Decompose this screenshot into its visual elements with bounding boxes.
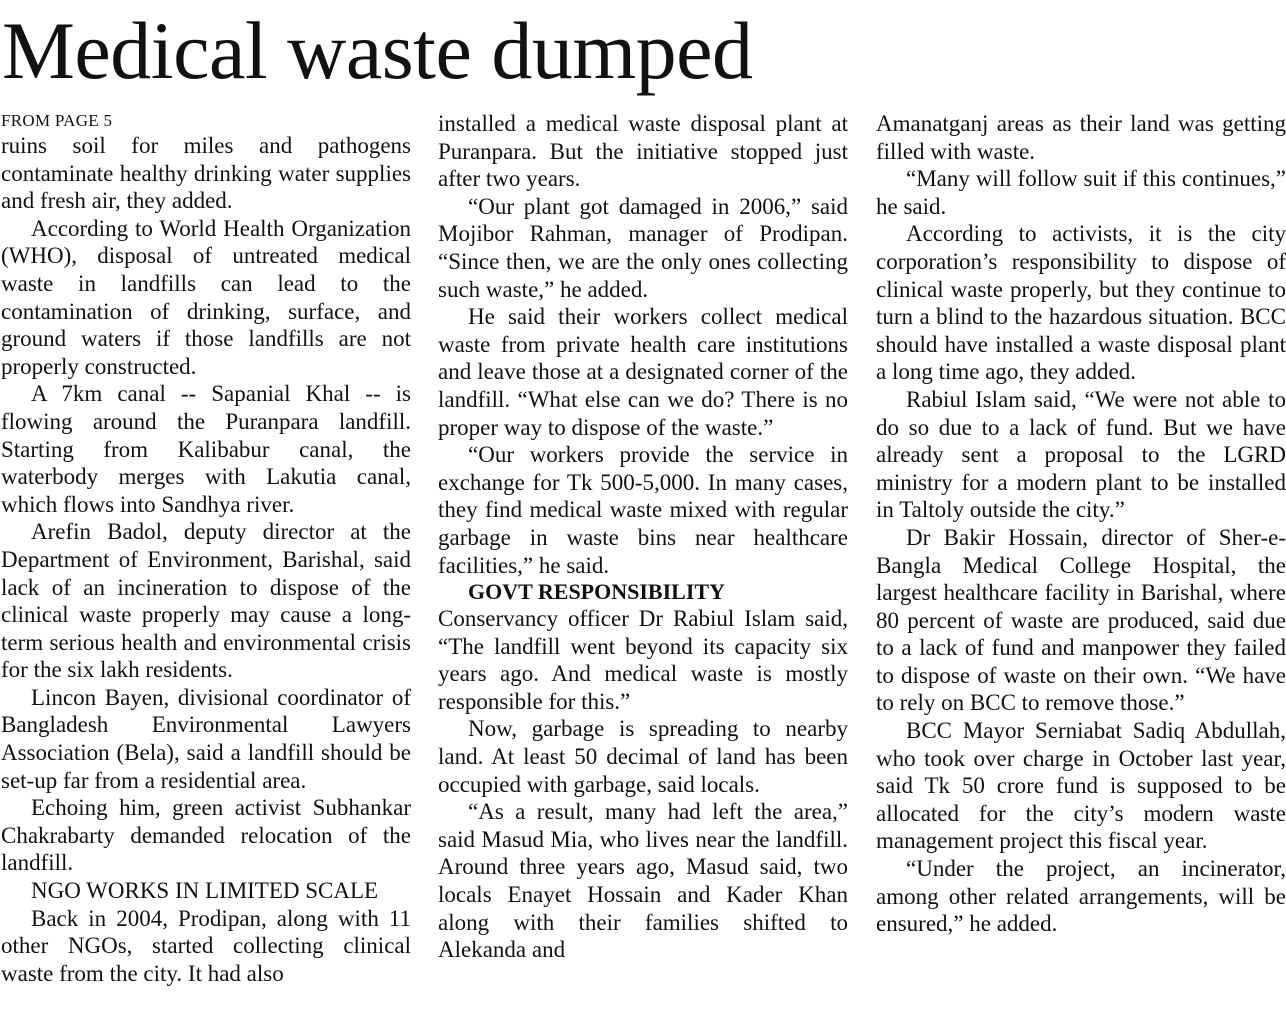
paragraph: He said their workers collect medical waste from private health care institutions and leave those at a designated corner of the landfill. “What else can we do? There is no proper way to dispose of the waste.” [438,304,848,440]
paragraph: Lincon Bayen, divisional coordinator of Bangladesh Environmental Lawyers Association (Bela), said a landfill should be set-up far from a residential area. [1,684,411,793]
paragraph: According to activists, it is the city corporation’s responsibility to dispose of clinical waste properly, but they continue to turn a blind to the hazardous situation. BCC should have installed a waste disposal plant a long time ago, they added. [876,221,1286,385]
paragraph: “Many will follow suit if this continues,” he said. [876,166,1286,219]
paragraph: Conservancy officer Dr Rabiul Islam said, “The landfill went beyond its capacity six years ago. And medical waste is mostly responsible for this.” [438,606,848,714]
paragraph: Back in 2004, Prodipan, along with 11 other NGOs, started collecting clinical waste from the city. It had also [1,905,411,986]
paragraph: Dr Bakir Hossain, director of Sher-e-Bangla Medical College Hospital, the largest healthcare facility in Barishal, where 80 percent of waste are produced, said due to a lack of fund and manpower they failed to dispose of waste on their own. “We have to rely on BCC to remove those.” [876,524,1286,716]
paragraph: Arefin Badol, deputy director at the Department of Environment, Barishal, said lack of an incineration to dispose of the clinical waste properly may cause a long-term serious health and environmental crisis for the six lakh residents. [1,519,411,683]
article-column-3 [876,110,1286,938]
headline: Medical waste dumped [2,5,753,96]
paragraph: “Our workers provide the service in exchange for Tk 500-5,000. In many cases, they find medical waste mixed with regular garbage in waste bins near healthcare facilities,” he said. [438,442,848,578]
jump-label: FROM PAGE 5 [1,111,113,130]
paragraph: ruins soil for miles and pathogens contaminate healthy drinking water supplies and fresh air, they added. [1,133,411,214]
article-column-2 [438,110,848,964]
paragraph: According to World Health Organization (WHO), disposal of untreated medical waste in landfills can lead to the contamination of drinking, surface, and ground waters if those landfills are not properly constructed. [1,215,411,379]
paragraph: BCC Mayor Serniabat Sadiq Abdullah, who took over charge in October last year, said Tk 50 crore fund is supposed to be allocated for the city’s modern waste management project this fiscal year. [876,718,1286,854]
paragraph: A 7km canal -- Sapanial Khal -- is flowing around the Puranpara landfill. Starting from Kalibabur canal, the waterbody merges with Lakutia canal, which flows into Sandhya river. [1,381,411,517]
article-column-1 [1,110,411,987]
subhead: GOVT RESPONSIBILITY [468,579,725,605]
paragraph: installed a medical waste disposal plant at Puranpara. But the initiative stopped just after two years. [438,111,848,192]
paragraph: Amanatganj areas as their land was getting filled with waste. [876,111,1286,164]
paragraph: Echoing him, green activist Subhankar Chakrabarty demanded relocation of the landfill. [1,795,411,876]
paragraph: Now, garbage is spreading to nearby land. At least 50 decimal of land has been occupied with garbage, said locals. [438,716,848,797]
paragraph: Rabiul Islam said, “We were not able to do so due to a lack of fund. But we have already sent a proposal to the LGRD ministry for a modern plant to be installed in Taltoly outside the city.” [876,386,1286,523]
subhead: NGO WORKS IN LIMITED SCALE [31,878,379,904]
paragraph: “As a result, many had left the area,” said Masud Mia, who lives near the landfill. Around three years ago, Masud said, two locals Enayet Hossain and Kader Khan along with their families shifted to Alekanda and [438,799,848,963]
paragraph: “Our plant got damaged in 2006,” said Mojibor Rahman, manager of Prodipan. “Since then, we are the only ones collecting such waste,” he added. [438,193,848,302]
paragraph: “Under the project, an incinerator, among other related arrangements, will be ensured,” he added. [876,856,1286,937]
